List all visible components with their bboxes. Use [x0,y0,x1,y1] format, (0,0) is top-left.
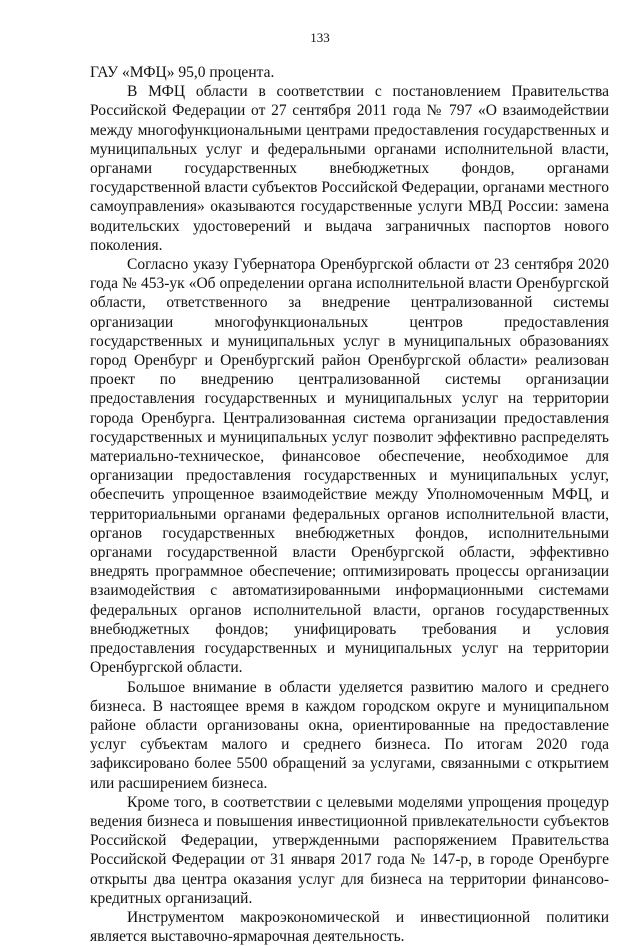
page-number: 133 [310,30,330,45]
paragraph-business-centers: Кроме того, в соответствии с целевыми моделями упрощения процедур ведения бизнеса и повышения инвестиционной привлекательности субъектов Российской Федерации, утвержденными распоряжением Правительства Российской Федерации от 31 января 2017 года № 147-р, в городе Оренбурге открыты два центра оказания услуг для бизнеса на территории финансово-кредитных организаций. [90,793,609,907]
paragraph-governor-decree: Согласно указу Губернатора Оренбургской области от 23 сентября 2020 года № 453-ук «Об определении органа исполнительной власти Оренбургской области, ответственного за внедрение централизованной системы организации многофункциональных центров предоставления государственных и муниципальных услуг в муниципальных образованиях город Оренбург и Оренбургский район Оренбургской области» реализован проект по внедрению централизованной системы организации предоставления государственных и муниципальных услуг на территории города Оренбурга. Централизованная система организации предоставления государственных и муниципальных услуг позволит эффективно распределять материально-техническое, финансовое обеспечение, необходимое для организации предоставления государственных и муниципальных услуг, обеспечить упрощенное взаимодействие между Уполномоченным МФЦ, и территориальными органами федеральных органов исполнительной власти, органов государственных внебюджетных фондов, исполнительными органами государственной власти Оренбургской области, эффективно внедрять программное обеспечение; оптимизировать процессы организации взаимодействия с автоматизированными информационными системами федеральных органов исполнительной власти, органов государственных внебюджетных фондов; унифицировать требования и условия предоставления государственных и муниципальных услуг на территории Оренбургской области. [90,256,609,677]
paragraph-continuation: ГАУ «МФЦ» 95,0 процента. [90,64,275,81]
document-body [90,63,609,946]
paragraph-mfc-mvd-services: В МФЦ области в соответствии с постановлением Правительства Российской Федерации от 27 сентября 2011 года № 797 «О взаимодействии между многофункциональными центрами предоставления государственных и муниципальных услуг и федеральными органами исполнительной власти, органами государственных внебюджетных фондов, органами государственной власти субъектов Российской Федерации, органами местного самоуправления» оказываются государственные услуги МВД России: замена водительских удостоверений и выдача заграничных паспортов нового поколения. [90,83,609,254]
paragraph-small-business: Большое внимание в области уделяется развитию малого и среднего бизнеса. В настоящее время в каждом городском округе и муниципальном районе области организованы окна, ориентированные на предоставление услуг субъектам малого и среднего бизнеса. По итогам 2020 года зафиксировано более 5500 обращений за услугами, связанными с открытием или расширением бизнеса. [90,678,609,792]
paragraph-exhibition-activity: Инструментом макроэкономической и инвестиционной политики является выставочно-ярмарочная деятельность. [90,908,609,946]
